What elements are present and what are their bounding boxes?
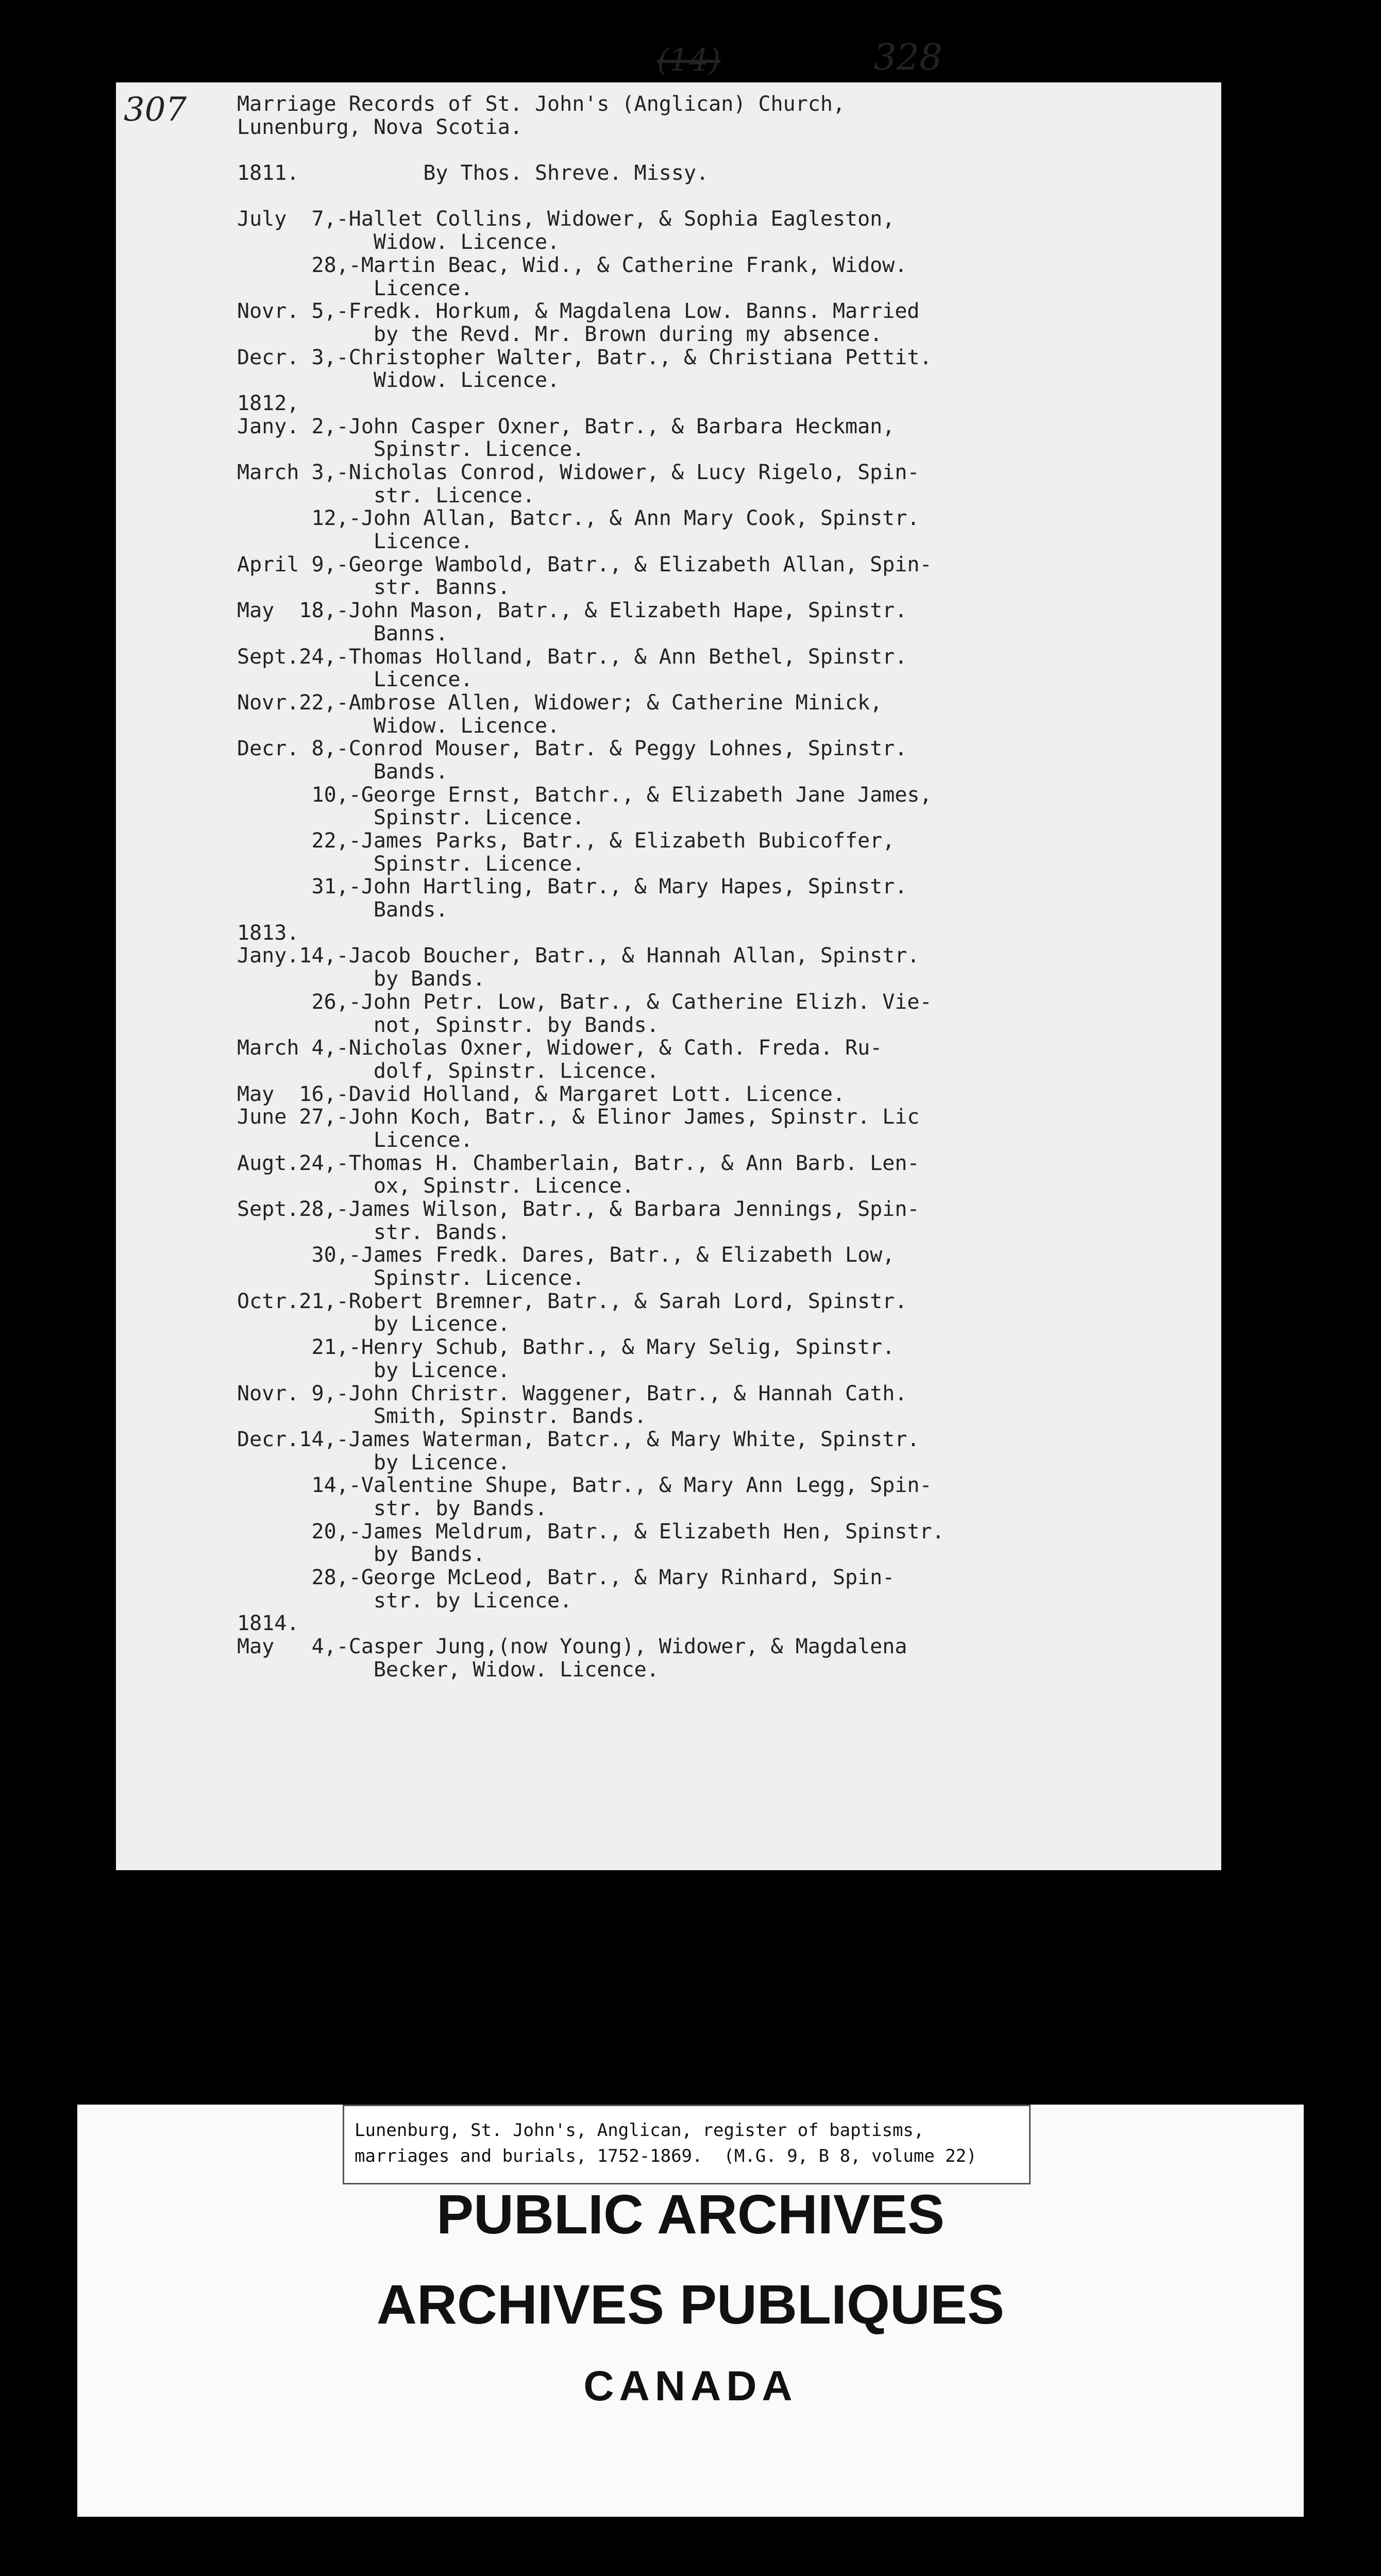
record-line: Novr. 9,-John Christr. Waggener, Batr., & Hannah Cath. xyxy=(237,1381,907,1405)
canada-title: CANADA xyxy=(583,2363,798,2410)
record-line: April 9,-George Wambold, Batr., & Elizabeth Allan, Spin- xyxy=(237,552,932,577)
record-line: May 16,-David Holland, & Margaret Lott. Licence. xyxy=(237,1082,846,1106)
record-line: Licence. xyxy=(237,668,473,692)
record-line: 1813. xyxy=(237,921,299,945)
public-archives-title: PUBLIC ARCHIVES xyxy=(436,2183,945,2245)
record-line: dolf, Spinstr. Licence. xyxy=(237,1059,659,1083)
record-line: 1812, xyxy=(237,391,299,415)
record-line: 28,-George McLeod, Batr., & Mary Rinhard, Spin- xyxy=(237,1566,895,1589)
record-line: Spinstr. Licence. xyxy=(237,806,585,830)
record-line: by Licence. xyxy=(237,1358,510,1382)
record-line: str. Licence. xyxy=(237,483,535,507)
record-line: str. by Bands. xyxy=(237,1496,548,1520)
record-line: by Licence. xyxy=(237,1312,510,1336)
record-line: Decr. 3,-Christopher Walter, Batr., & Christiana Pettit. xyxy=(237,345,932,369)
record-line: by Licence. xyxy=(237,1450,510,1475)
record-line: July 7,-Hallet Collins, Widower, & Sophia Eagleston, xyxy=(237,207,895,231)
record-line: str. Banns. xyxy=(237,575,510,600)
record-line: 12,-John Allan, Batcr., & Ann Mary Cook, Spinstr. xyxy=(237,506,920,531)
record-line: Widow. Licence. xyxy=(237,714,560,738)
struck-page-number: (14) xyxy=(657,42,721,78)
record-line: 20,-James Meldrum, Batr., & Elizabeth Hen, Spinstr. xyxy=(237,1519,945,1544)
record-line: Jany. 2,-John Casper Oxner, Batr., & Barbara Heckman, xyxy=(237,414,895,438)
record-line: Spinstr. Licence. xyxy=(237,1266,585,1291)
record-line: ox, Spinstr. Licence. xyxy=(237,1174,634,1198)
record-line: Decr. 8,-Conrod Mouser, Batr. & Peggy Lohnes, Spinstr. xyxy=(237,737,907,761)
record-line: 1814. xyxy=(237,1612,299,1636)
record-line: 21,-Henry Schub, Bathr., & Mary Selig, Spinstr. xyxy=(237,1335,895,1360)
record-line: 22,-James Parks, Batr., & Elizabeth Bubicoffer, xyxy=(237,829,895,853)
handwritten-page-number: 307 xyxy=(124,91,187,129)
record-line: Banns. xyxy=(237,621,448,646)
record-line: 14,-Valentine Shupe, Batr., & Mary Ann Legg, Spin- xyxy=(237,1473,932,1498)
record-line: 30,-James Fredk. Dares, Batr., & Elizabeth Low, xyxy=(237,1243,895,1267)
record-line: not, Spinstr. by Bands. xyxy=(237,1013,659,1037)
record-line: Bands. xyxy=(237,898,448,922)
record-line: 1811. By Thos. Shreve. Missy. xyxy=(237,161,709,185)
record-line: Augt.24,-Thomas H. Chamberlain, Batr., & Ann Barb. Len- xyxy=(237,1151,920,1175)
record-line: Licence. xyxy=(237,1128,473,1152)
record-line: by Bands. xyxy=(237,1543,485,1567)
record-line: Widow. Licence. xyxy=(237,230,560,255)
record-line: 31,-John Hartling, Batr., & Mary Hapes, Spinstr. xyxy=(237,875,907,899)
slip-line-1: Lunenburg, St. John's, Anglican, register of baptisms, xyxy=(355,2120,924,2141)
record-line xyxy=(237,185,1216,208)
record-line: Licence. xyxy=(237,276,473,300)
record-line: May 4,-Casper Jung,(now Young), Widower, & Magdalena xyxy=(237,1635,907,1659)
record-line: str. by Licence. xyxy=(237,1588,572,1613)
record-line xyxy=(237,139,1216,162)
reference-slip xyxy=(343,2105,1031,2184)
record-line: Widow. Licence. xyxy=(237,368,560,393)
slip-line-2: marriages and burials, 1752-1869. (M.G. 9, B 8, volume 22) xyxy=(355,2146,977,2166)
record-line: May 18,-John Mason, Batr., & Elizabeth Hape, Spinstr. xyxy=(237,599,907,623)
record-line: Sept.28,-James Wilson, Batr., & Barbara Jennings, Spin- xyxy=(237,1197,920,1221)
record-line: Decr.14,-James Waterman, Batcr., & Mary White, Spinstr. xyxy=(237,1427,920,1451)
record-line: Jany.14,-Jacob Boucher, Batr., & Hannah Allan, Spinstr. xyxy=(237,944,920,968)
record-line: 26,-John Petr. Low, Batr., & Catherine Elizh. Vie- xyxy=(237,990,932,1014)
record-line: Sept.24,-Thomas Holland, Batr., & Ann Bethel, Spinstr. xyxy=(237,645,907,669)
handwritten-folio-number: 328 xyxy=(873,36,942,78)
record-line: Smith, Spinstr. Bands. xyxy=(237,1404,647,1429)
record-line: Spinstr. Licence. xyxy=(237,852,585,876)
record-line: March 4,-Nicholas Oxner, Widower, & Cath. Freda. Ru- xyxy=(237,1036,883,1060)
record-line: June 27,-John Koch, Batr., & Elinor James, Spinstr. Lic xyxy=(237,1105,920,1129)
record-line: Bands. xyxy=(237,759,448,784)
marriage-records-text xyxy=(237,93,1216,1681)
archives-publiques-title: ARCHIVES PUBLIQUES xyxy=(376,2273,1005,2335)
record-line: 28,-Martin Beac, Wid., & Catherine Frank, Widow. xyxy=(237,253,907,277)
record-line: Marriage Records of St. John's (Anglican) Church, xyxy=(237,92,846,116)
record-line: by Bands. xyxy=(237,967,485,991)
record-line: Becker, Widow. Licence. xyxy=(237,1657,659,1682)
record-line: Novr. 5,-Fredk. Horkum, & Magdalena Low. Banns. Married xyxy=(237,299,920,324)
record-line: by the Revd. Mr. Brown during my absence. xyxy=(237,322,883,346)
record-line: str. Bands. xyxy=(237,1220,510,1244)
record-line: Spinstr. Licence. xyxy=(237,437,585,462)
record-line: March 3,-Nicholas Conrod, Widower, & Lucy Rigelo, Spin- xyxy=(237,461,920,484)
record-line: Lunenburg, Nova Scotia. xyxy=(237,115,523,139)
record-line: Novr.22,-Ambrose Allen, Widower; & Catherine Minick, xyxy=(237,690,883,715)
record-line: Licence. xyxy=(237,530,473,554)
record-line: 10,-George Ernst, Batchr., & Elizabeth Jane James, xyxy=(237,783,932,807)
record-line: Octr.21,-Robert Bremner, Batr., & Sarah Lord, Spinstr. xyxy=(237,1289,907,1313)
